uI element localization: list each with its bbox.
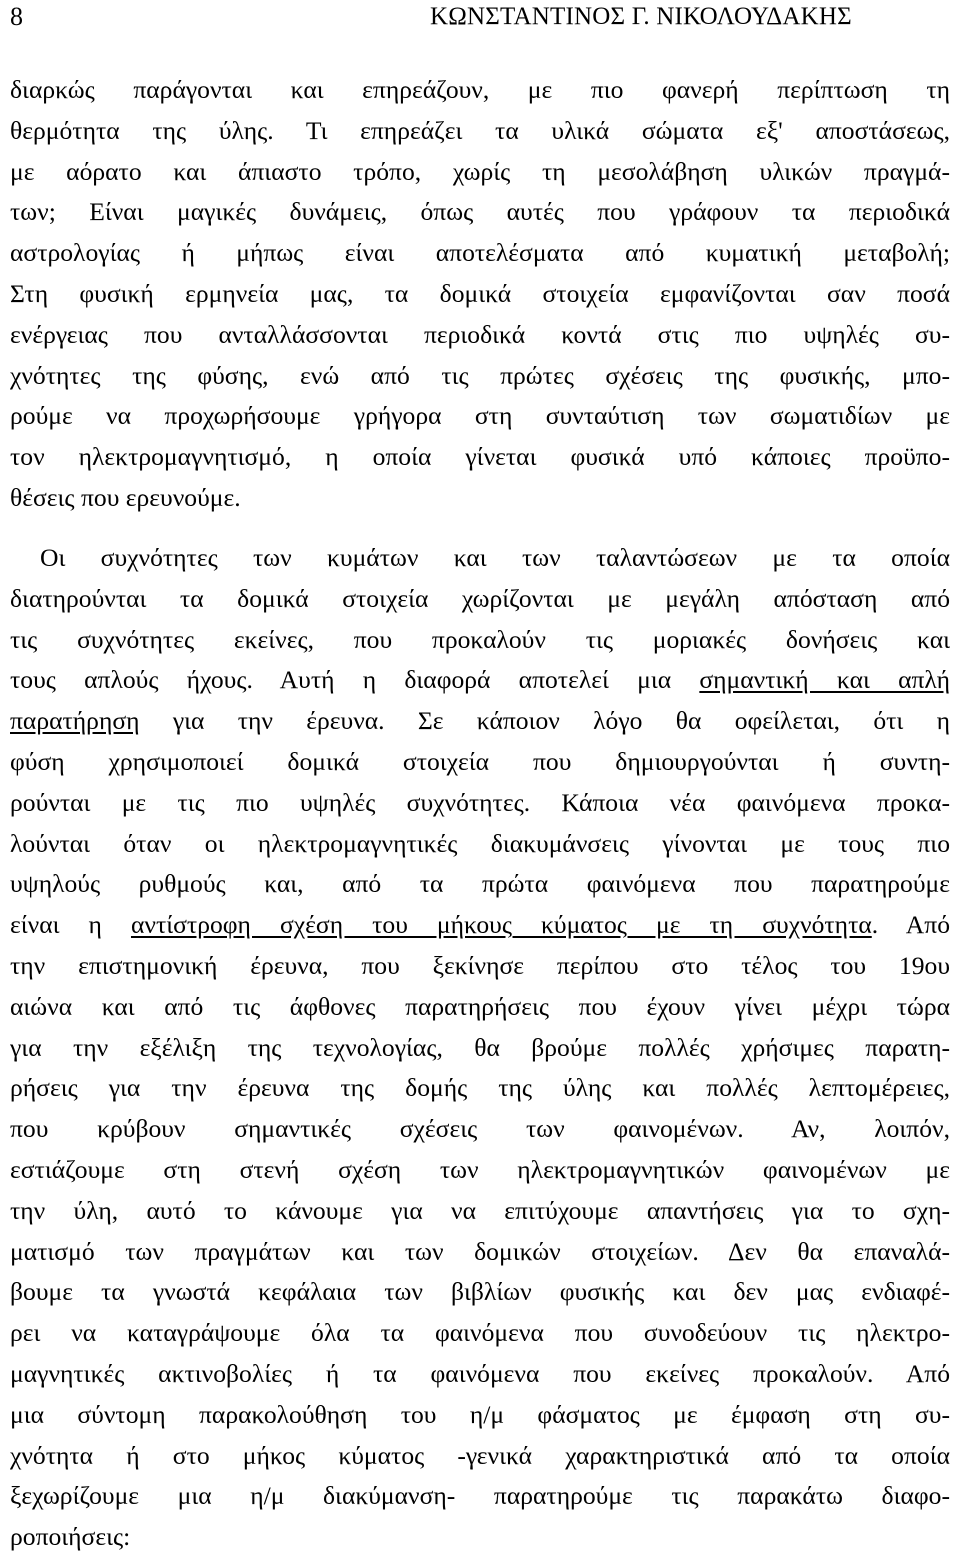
text-segment: . Από: [871, 910, 950, 940]
text-line: αστρολογίας ή μήπως είναι αποτελέσματα από κυματική μεταβολή;: [10, 238, 950, 268]
text-line-with-emphasis: [10, 905, 950, 946]
text-line: ρήσεις για την έρευνα της δομής της ύλης και πολλές λεπτομέρειες,: [10, 1073, 950, 1103]
text-line: ροποιήσεις:: [10, 1522, 131, 1552]
text-line-with-emphasis: [10, 660, 950, 701]
text-line: ρει να καταγράψουμε όλα τα φαινόμενα που συνοδεύουν τις ηλεκτρο-: [10, 1318, 950, 1348]
text-line: ρούνται με τις πιο υψηλές συχνότητες. Κάποια νέα φαινόμενα προκα-: [10, 787, 950, 817]
text-line: ρούμε να προχωρήσουμε γρήγορα στη συνταύτιση των σωματιδίων με: [10, 401, 950, 431]
text-line: για την εξέλιξη της τεχνολογίας, θα βρούμε πολλές χρήσιμες παρατη-: [10, 1032, 950, 1062]
paragraph-1: [10, 70, 950, 519]
text-line: εστιάζουμε στη στενή σχέση των ηλεκτρομαγνητικών φαινομένων με: [10, 1154, 950, 1184]
text-line: των; Είναι μαγικές δυνάμεις, όπως αυτές που γράφουν τα περιοδικά: [10, 197, 950, 227]
text-line: ματισμό των πραγμάτων και των δομικών στοιχείων. Δεν θα επαναλά-: [10, 1236, 950, 1266]
text-line: τις συχνότητες εκείνες, που προκαλούν τις μοριακές δονήσεις και: [10, 624, 950, 654]
text-line: διατηρούνται τα δομικά στοιχεία χωρίζονται με μεγάλη απόσταση από: [10, 583, 950, 613]
text-line: που κρύβουν σημαντικές σχέσεις των φαινομένων. Αν, λοιπόν,: [10, 1114, 950, 1144]
text-line: με αόρατο και άπιαστο τρόπο, χωρίς τη μεσολάβηση υλικών πραγμά-: [10, 156, 950, 186]
text-segment: για την έρευνα. Σε κάποιον λόγο θα οφείλεται, ότι η: [139, 706, 950, 736]
text-line: Στη φυσική ερμηνεία μας, τα δομικά στοιχεία εμφανίζονται σαν ποσά: [10, 278, 950, 308]
text-segment: τους απλούς ήχους. Αυτή η διαφορά αποτελεί μια: [10, 665, 700, 695]
text-line: την ύλη, αυτό το κάνουμε για να επιτύχουμε απαντήσεις για το σχη-: [10, 1195, 950, 1225]
underlined-phrase-important-observation: σημαντική και απλή: [699, 665, 950, 695]
text-segment: είναι η: [10, 910, 131, 940]
text-line: ενέργειας που ανταλλάσσονται περιοδικά κοντά στις πιο υψηλές συ-: [10, 319, 950, 349]
underlined-phrase-observation: παρατήρηση: [10, 706, 140, 736]
text-line: Οι συχνότητες των κυμάτων και των ταλαντώσεων με τα οποία: [40, 543, 950, 572]
text-line: φύση χρησιμοποιεί δομικά στοιχεία που δημιουργούνται ή συντη-: [10, 746, 950, 776]
text-line: μια σύντομη παρακολούθηση του η/μ φάσματος με έμφαση στη συ-: [10, 1399, 950, 1429]
running-head-author: ΚΩΝΣΤΑΝΤΙΝΟΣ Γ. ΝΙΚΟΛΟΥΔΑΚΗΣ: [430, 3, 852, 30]
text-line: μαγνητικές ακτινοβολίες ή τα φαινόμενα που εκείνες προκαλούν. Από: [10, 1358, 950, 1388]
text-line: θερμότητα της ύλης. Τι επηρεάζει τα υλικά σώματα εξ' αποστάσεως,: [10, 115, 950, 145]
text-line: την επιστημονική έρευνα, που ξεκίνησε περίπου στο τέλος του 19ου: [10, 950, 950, 980]
page-number: 8: [10, 2, 23, 31]
text-line: τον ηλεκτρομαγνητισμό, η οποία γίνεται φυσικά υπό κάποιες προϋπο-: [10, 442, 950, 472]
text-line: υψηλούς ρυθμούς και, από τα πρώτα φαινόμενα που παρατηρούμε: [10, 869, 950, 899]
text-line: διαρκώς παράγονται και επηρεάζουν, με πιο φανερή περίπτωση τη: [10, 75, 950, 104]
text-line: λούνται όταν οι ηλεκτρομαγνητικές διακυμάνσεις γίνονται με τους πιο: [10, 828, 950, 858]
page-header: [0, 0, 960, 40]
underlined-phrase-inverse-relation: αντίστροφη σχέση του μήκους κύματος με τη συχνότητα: [130, 910, 872, 940]
text-line: θέσεις που ερευνούμε.: [10, 482, 241, 512]
text-line: βουμε τα γνωστά κεφάλαια των βιβλίων φυσικής και δεν μας ενδιαφέ-: [10, 1277, 950, 1307]
text-line: χνότητες της φύσης, ενώ από τις πρώτες σχέσεις της φυσικής, μπο-: [10, 360, 950, 390]
paragraph-2: [10, 538, 950, 1558]
text-line: ξεχωρίζουμε μια η/μ διακύμανση- παρατηρούμε τις παρακάτω διαφο-: [10, 1481, 950, 1511]
text-line: αιώνα και από τις άφθονες παρατηρήσεις που έχουν γίνει μέχρι τώρα: [10, 991, 950, 1021]
text-line: χνότητα ή στο μήκος κύματος -γενικά χαρακτηριστικά από τα οποία: [10, 1440, 950, 1470]
text-line-with-emphasis: [10, 701, 950, 742]
